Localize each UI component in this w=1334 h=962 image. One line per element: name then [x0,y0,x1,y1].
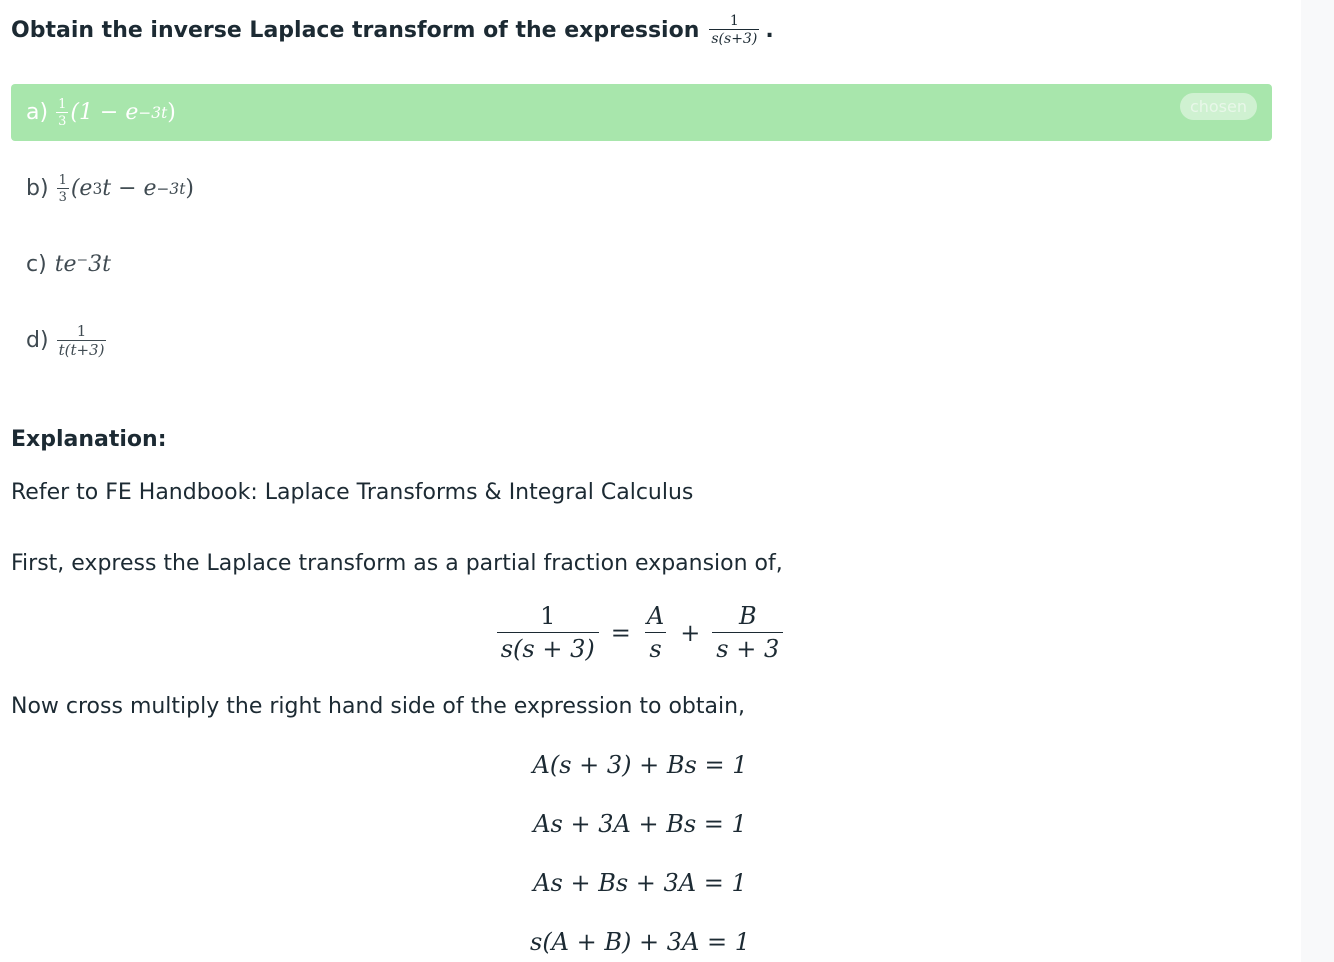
option-b[interactable] [11,160,1272,217]
option-a-close: ) [167,100,176,125]
option-label: b) [26,176,49,201]
b-denominator: s + 3 [712,632,783,665]
option-a-math: $\frac{1}{3}$ (1 − e −3t ) [58,96,176,129]
option-b-expr-a: (e [70,176,93,201]
fraction-numerator: 1 [76,321,87,340]
equals-sign: = [610,618,631,647]
option-c-expression: te⁻3t [54,252,111,277]
question-fraction [709,14,759,46]
equation-line-1: A(s + 3) + Bs = 1 [532,751,748,779]
option-b-coefficient [57,174,69,204]
option-b-math: $\frac{1}{3}$ (e 3 t − e −3t ) [58,172,194,205]
question-fraction-denominator: s(s+3) [711,31,758,47]
option-d-math [57,321,109,359]
option-d[interactable] [11,312,1272,369]
a-denominator: s [645,632,665,665]
coef-denominator: 3 [58,113,67,129]
question-fraction-numerator: 1 [729,13,739,29]
chosen-badge: chosen [1180,93,1257,120]
explanation-step-1: First, express the Laplace transform as a partial fraction expansion of, [11,551,783,576]
option-label: d) [26,328,49,353]
fraction-denominator: t(t+3) [58,340,105,359]
question-text: Obtain the inverse Laplace transform of the expression [11,17,700,43]
option-a[interactable] [11,84,1272,141]
option-label: a) [26,100,49,125]
option-a-expression: (1 − e [70,100,139,125]
option-c[interactable] [11,236,1272,293]
explanation-step-2: Now cross multiply the right hand side of the expression to obtain, [11,694,746,719]
partial-fraction-equation [0,600,1280,665]
a-fraction [643,600,668,665]
a-numerator: A [646,602,665,630]
plus-sign: + [680,618,701,647]
option-b-close: ) [185,176,194,201]
scrollbar-track[interactable] [1301,0,1334,962]
question-period: . [765,17,774,43]
lhs-fraction [497,600,599,665]
option-label: c) [26,252,47,277]
lhs-denominator: s(s + 3) [497,632,599,665]
option-a-coefficient [56,98,68,128]
b-fraction [712,600,783,665]
question-prompt [11,14,774,46]
explanation-reference: Refer to FE Handbook: Laplace Transforms & Integral Calculus [11,480,694,505]
explanation-title: Explanation: [11,427,167,452]
equation-line-4: s(A + B) + 3A = 1 [530,928,750,956]
option-b-expr-b: t − e [102,176,157,201]
b-numerator: B [738,602,757,630]
coef-denominator: 3 [58,189,67,205]
lhs-numerator: 1 [540,602,556,630]
option-d-fraction [57,321,107,359]
equation-line-3: As + Bs + 3A = 1 [533,869,747,897]
coef-numerator: 1 [58,96,67,112]
coef-numerator: 1 [58,172,67,188]
equation-line-2: As + 3A + Bs = 1 [533,810,747,838]
